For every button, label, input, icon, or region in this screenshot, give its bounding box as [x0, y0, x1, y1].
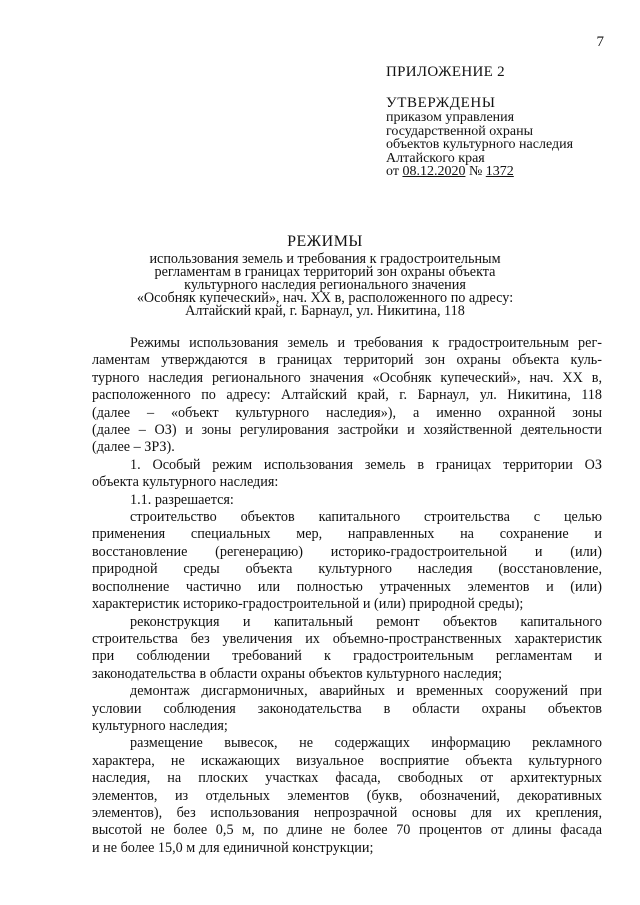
page-number: 7 [596, 34, 604, 50]
body-line: (далее – «объект культурного наследия»), а именно охранной зоны [92, 404, 602, 421]
body-line: строительство объектов капитального строительства с целью [130, 509, 602, 526]
body-line: ламентам утверждаются в границах территорий зон охраны объекта куль- [92, 352, 602, 369]
body-line: Режимы использования земель и требования к градостроительным рег- [130, 335, 602, 351]
body-line: природной среды объекта культурного наследия (восстановление, [92, 561, 602, 578]
subtitle-line: регламентам в границах территорий зон охраны объекта [154, 264, 496, 280]
order-number: 1372 [485, 164, 514, 179]
approval-line: государственной охраны [386, 123, 534, 139]
subtitle-line: Алтайский край, г. Барнаул, ул. Никитина, 118 [185, 303, 465, 319]
body-line: характера, не искажающих визуальное восприятие объекта культурного [92, 752, 602, 769]
body-line: 1. Особый режим использования земель в границах территории ОЗ [130, 456, 602, 473]
body-line: (далее – ЗРЗ). [92, 439, 175, 456]
approval-block [386, 64, 631, 179]
approval-line: приказом управления [386, 110, 515, 125]
subtitle-line: «Особняк купеческий», нач. XX в, расположенного по адресу: [136, 290, 514, 306]
body-line: 1.1. разрешается: [130, 491, 234, 508]
body-line: восполнение частично или полностью утраченных элементов и (или) [92, 578, 602, 595]
body-line: размещение вывесок, не содержащих информацию рекламного [130, 735, 602, 752]
body-line: условии соблюдения законодательства в области охраны объектов [92, 700, 602, 717]
body-line: применения специальных мер, направленных на сохранение и [92, 526, 602, 543]
body-line: культурного наследия; [92, 717, 228, 734]
order-date: 08.12.2020 [402, 164, 466, 179]
body-line: элементов, из отдельных элементов (букв, обозначений, декоративных [92, 787, 602, 804]
body-line: при соблюдении требований к градостроительным регламентам и [92, 648, 602, 665]
body-line: строительства без увеличения их объемно-пространственных характеристик [92, 630, 602, 647]
document-body [92, 335, 602, 857]
document-title: РЕЖИМЫ [287, 233, 363, 250]
body-line: и не более 15,0 м для единичной конструкции; [92, 839, 374, 856]
body-line: расположенного по адресу: Алтайский край, г. Барнаул, ул. Никитина, 118 [92, 387, 602, 404]
approved-label: УТВЕРЖДЕНЫ [386, 95, 496, 111]
approval-line: объектов культурного наследия [386, 137, 574, 152]
body-line: объекта культурного наследия: [92, 474, 279, 491]
body-line: элементов), без использования непрозрачной основы для их крепления, [92, 804, 602, 821]
order-number-sign: № [465, 164, 486, 179]
title-block [90, 233, 560, 318]
body-line: наследия, на плоских участках фасада, свободных от архитектурных [92, 770, 602, 787]
body-line: реконструкция и капитальный ремонт объектов капитального [130, 613, 602, 630]
body-line: демонтаж дисгармоничных, аварийных и временных сооружений при [130, 683, 602, 700]
body-line: законодательства в области охраны объектов культурного наследия; [92, 665, 503, 682]
body-line: (далее – ОЗ) и зоны регулирования застройки и хозяйственной деятельности [92, 422, 602, 439]
approval-line: Алтайского края [386, 150, 485, 166]
order-prefix: от [386, 164, 403, 179]
subtitle-line: использования земель и требования к градостроительным [149, 251, 501, 267]
order-reference [386, 165, 631, 179]
body-line: характеристик историко-градостроительной и (или) природной среды); [92, 596, 524, 613]
body-line: восстановление (регенерацию) историко-градостроительной и (или) [92, 543, 602, 560]
subtitle-line: культурного наследия регионального значения [184, 277, 466, 293]
appendix-label: ПРИЛОЖЕНИЕ 2 [386, 64, 505, 80]
body-line: высотой не более 0,5 м, по длине не более 70 процентов от длины фасада [92, 822, 602, 839]
body-line: турного наследия регионального значения «Особняк купеческий», нач. XX в, [92, 369, 602, 386]
